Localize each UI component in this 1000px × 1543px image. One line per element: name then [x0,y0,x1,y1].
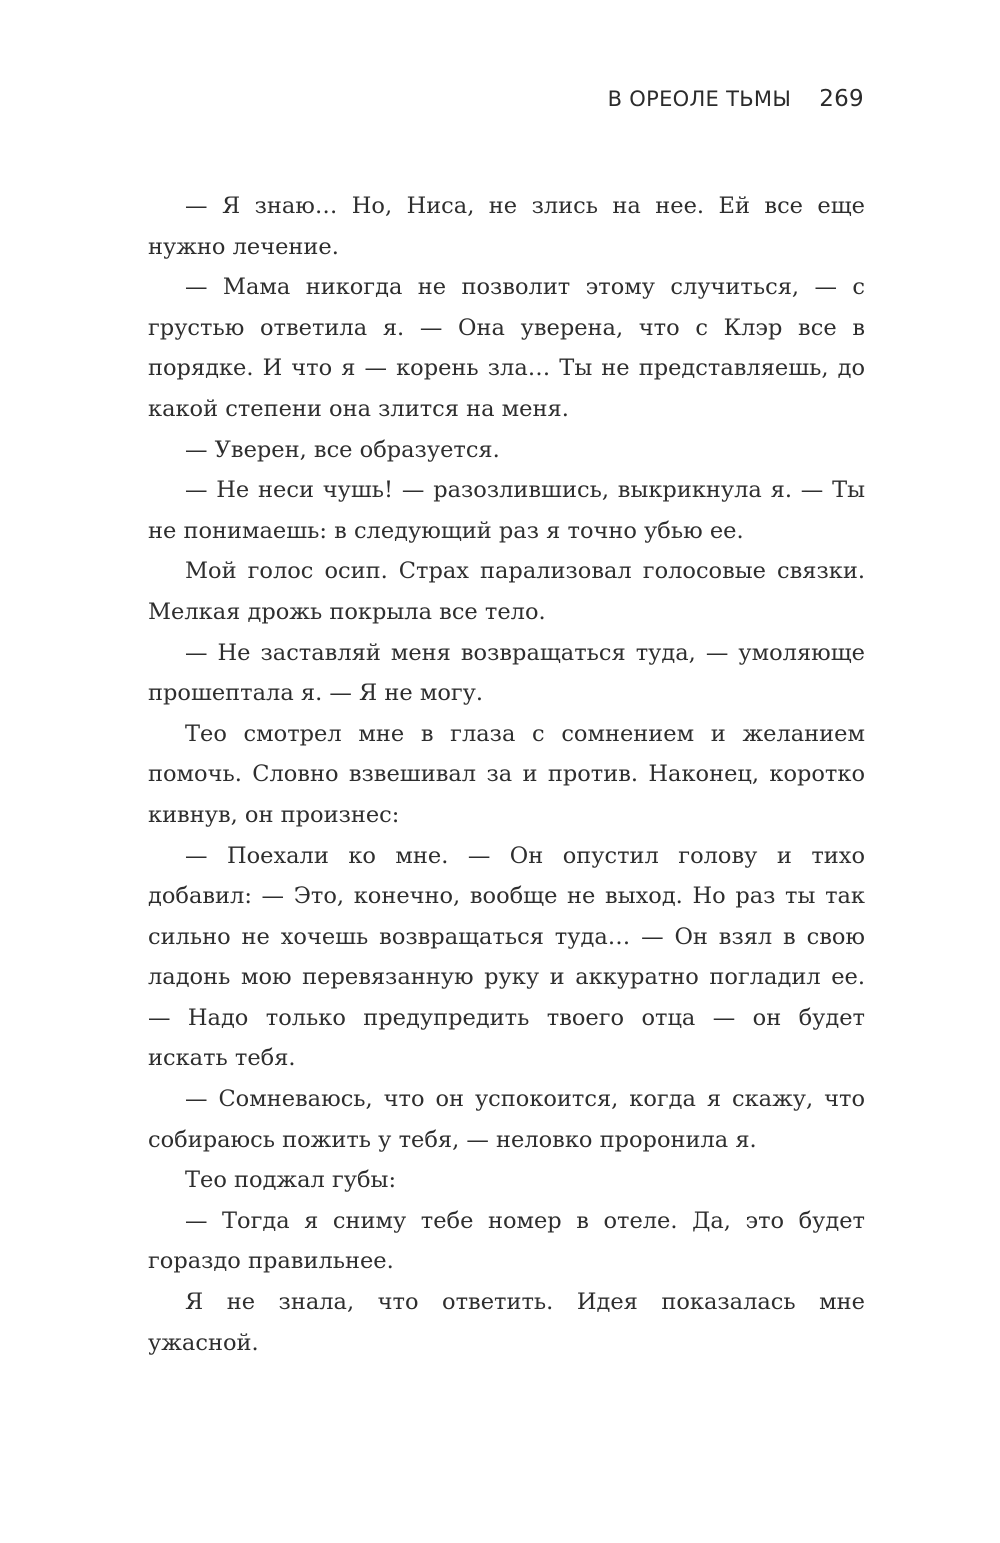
paragraph: Тео смотрел мне в глаза с сомнением и желанием помочь. Словно взвешивал за и против. Наконец, коротко кивнув, он произнес: [148,720,865,828]
paragraph: — Я знаю… Но, Ниса, не злись на нее. Ей все еще нужно лечение. [148,193,865,260]
running-head [608,86,864,112]
paragraph: — Сомневаюсь, что он успокоится, когда я скажу, что собираюсь пожить у тебя, — неловко проронила я. [148,1086,865,1153]
paragraph: Тео поджал губы: [185,1167,397,1194]
paragraph: Я не знала, что ответить. Идея показалась мне ужасной. [148,1289,865,1356]
paragraph: — Мама никогда не позволит этому случиться, — с грустью ответила я. — Она уверена, что с Клэр все в порядке. И что я — корень зла… Ты не представляешь, до какой степени она злится на меня. [148,274,865,422]
running-head-title: В ОРЕОЛЕ ТЬМЫ [607,87,792,111]
page-number: 269 [819,86,864,112]
paragraph: — Поехали ко мне. — Он опустил голову и тихо добавил: — Это, конечно, вообще не выход. Но раз ты так сильно не хочешь возвращаться туда… — Он взял в свою ладонь мою перевязанную руку и аккуратно погладил ее. — Надо только предупредить твоего отца — он будет искать тебя. [148,842,865,1072]
paragraph: — Не неси чушь! — разозлившись, выкрикнула я. — Ты не понимаешь: в следующий раз я точно убью ее. [148,477,865,544]
paragraph: — Не заставляй меня возвращаться туда, — умоляюще прошептала я. — Я не могу. [148,639,865,707]
paragraph: — Тогда я сниму тебе номер в отеле. Да, это будет гораздо правильнее. [148,1207,865,1275]
body-text [148,186,865,1363]
paragraph: — Уверен, все образуется. [185,436,500,463]
paragraph: Мой голос осип. Страх парализовал голосовые связки. Мелкая дрожь покрыла все тело. [148,558,865,625]
